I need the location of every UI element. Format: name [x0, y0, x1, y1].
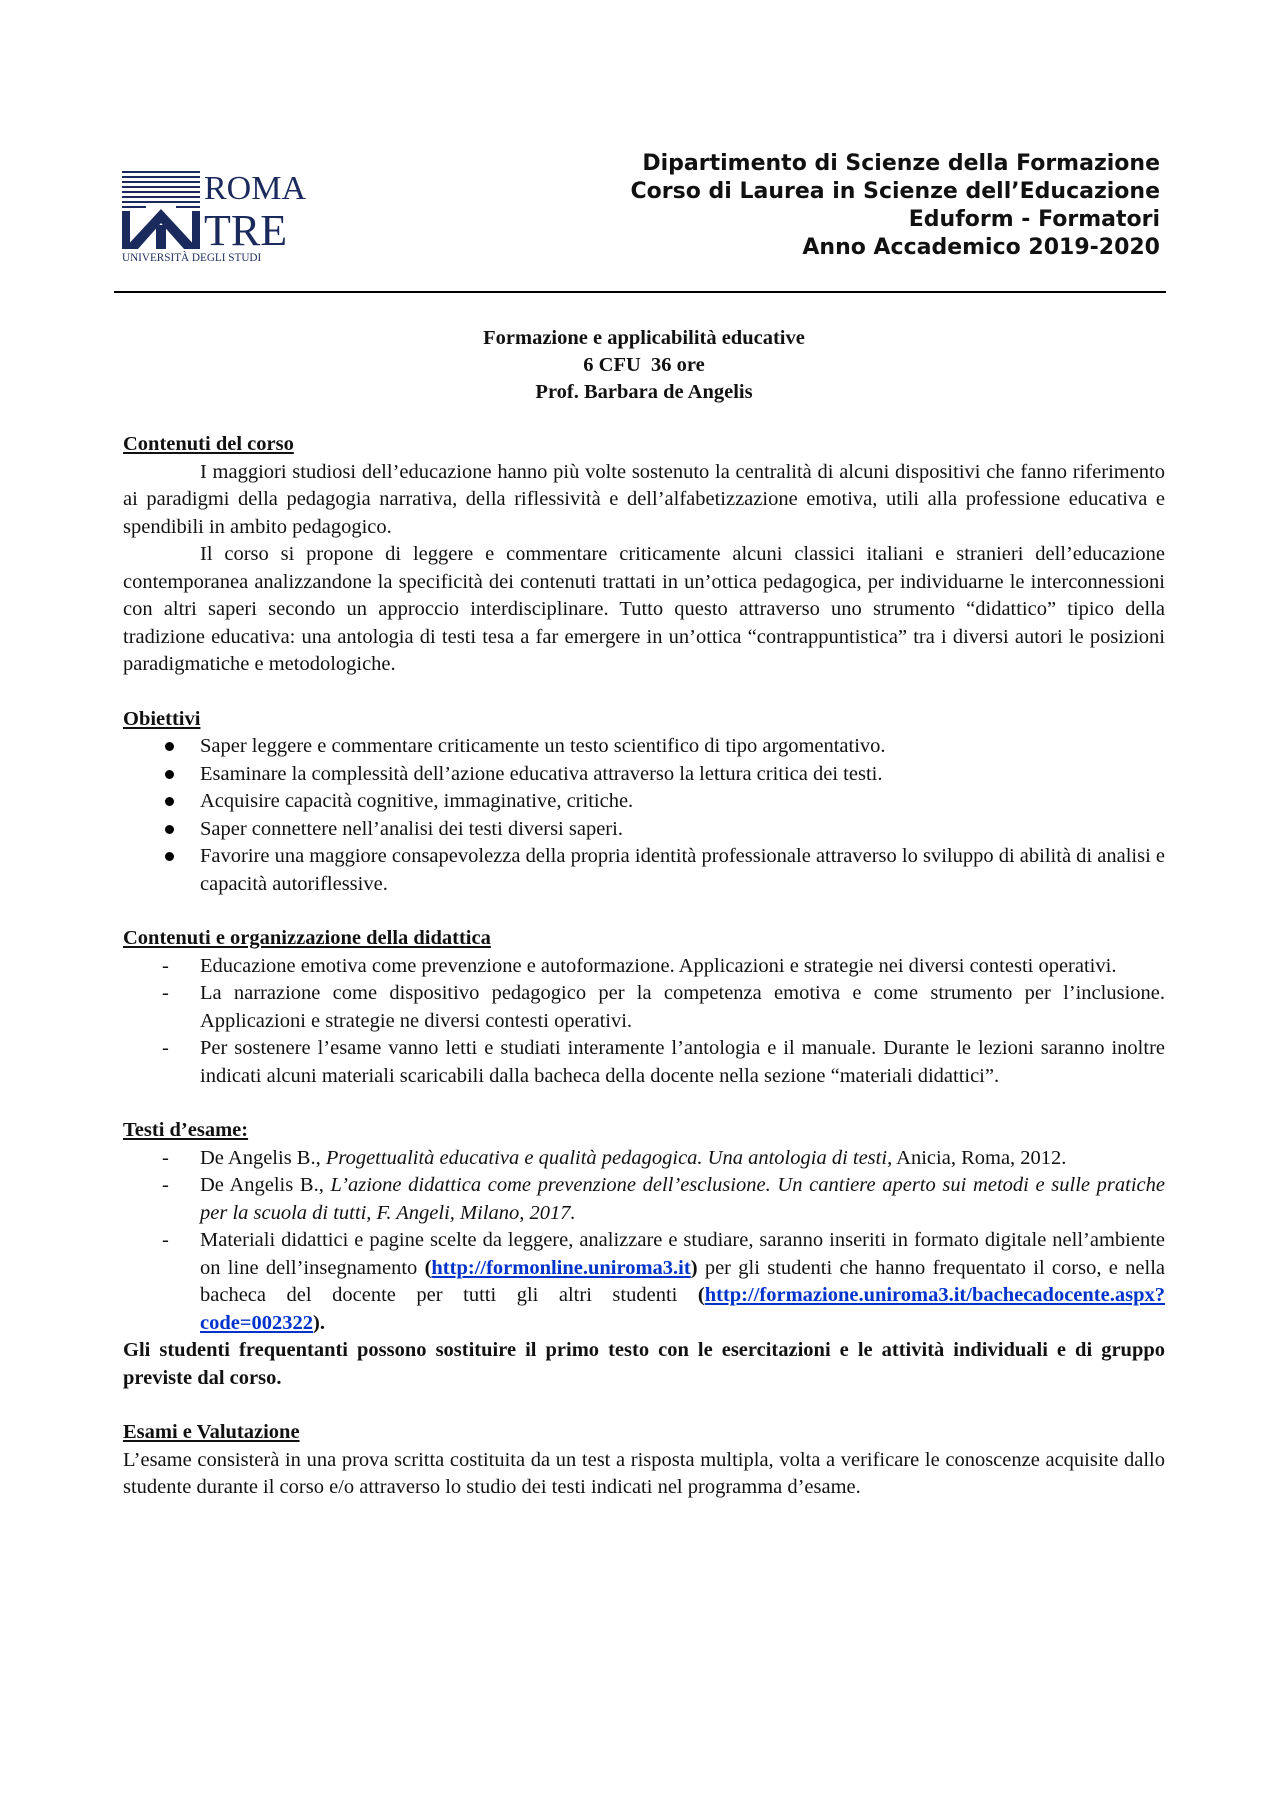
book-title: Progettualità educativa e qualità pedagogica. Una antologia di testi [325, 1146, 888, 1169]
list-item: Saper connettere nell’analisi dei testi diversi saperi. [123, 816, 1165, 844]
course-professor: Prof. Barbara de Angelis [535, 381, 753, 403]
section-heading: Testi d’esame: [123, 1119, 249, 1141]
dash-marker: - [162, 1037, 169, 1059]
header-department: Dipartimento di Scienze della Formazione [642, 151, 1160, 176]
formonline-link[interactable]: http://formonline.uniroma3.it [431, 1256, 691, 1279]
paragraph: I maggiori studiosi dell’educazione hanno più volte sostenuto la centralità di alcuni dispositivi che fanno riferimento ai paradigmi della pedagogia narrativa, della riflessività e dell’alfabetizzazione emotiva, utili alla professione educativa e spendibili in ambito pedagogico. [123, 460, 1165, 538]
section-obiettivi [123, 706, 1165, 899]
header-degree: Corso di Laurea in Scienze dell’Educazione [630, 179, 1160, 204]
bullet-icon [165, 742, 174, 751]
list-item: Acquisire capacità cognitive, immaginative, critiche. [123, 788, 1165, 816]
objectives-list [123, 733, 1165, 898]
logo-text-tre: TRE [204, 206, 288, 255]
course-credits: 6 CFU 36 ore [583, 354, 705, 376]
paragraph: Il corso si propone di leggere e commentare criticamente alcuni classici italiani e stranieri dell’educazione contemporanea analizzandone la specificità dei contenuti trattati in un’ottica pedagogica, per individuarne le interconnessioni con altri saperi secondo un approccio interdisciplinare. Tutto questo attraverso uno strumento “didattico” tipico della tradizione educativa: una antologia di testi tesa a far emergere in un’ottica “contrappuntistica” tra i diversi autori le posizioni paradigmatiche e metodologiche. [123, 543, 1165, 675]
attending-students-note: Gli studenti frequentanti possono sostituire il primo testo con le esercitazioni e le attività individuali e di gruppo previste dal corso. [123, 1339, 1165, 1389]
section-heading: Contenuti del corso [123, 433, 294, 455]
didactics-list [123, 953, 1165, 1091]
texts-list [123, 1145, 1165, 1338]
bullet-icon [165, 770, 174, 779]
course-title: Formazione e applicabilità educative [483, 327, 805, 349]
dash-marker: - [162, 1229, 169, 1251]
bullet-icon [165, 797, 174, 806]
dash-marker: - [162, 1146, 169, 1169]
dash-marker: - [162, 1174, 169, 1196]
paragraph: L’esame consisterà in una prova scritta costituita da un test a risposta multipla, volta a verificare le conoscenze acquisite dallo studente durante il corso e/o attraverso lo studio dei testi indicati nel programma d’esame. [123, 1448, 1165, 1498]
list-item: - La narrazione come dispositivo pedagogico per la competenza emotiva e come strumento per l’inclusione. Applicazioni e strategie ne diversi contesti operativi. [162, 982, 1165, 1032]
section-esami [123, 1419, 1165, 1502]
list-item: - De Angelis B., Progettualità educativa e qualità pedagogica. Una antologia di testi, Anicia, Roma, 2012. [123, 1145, 1165, 1173]
list-item: - Per sostenere l’esame vanno letti e studiati interamente l’antologia e il manuale. Durante le lezioni saranno inoltre indicati alcuni materiali scaricabili dalla bacheca della docente nella sezione “materiali didattici”. [162, 1037, 1165, 1087]
section-didattica [123, 925, 1165, 1090]
roma-tre-logo [122, 163, 312, 263]
header-curriculum: Eduform - Formatori [908, 207, 1160, 232]
document-body [123, 325, 1165, 1502]
bacheca-docente-link[interactable]: http://formazione.uniroma3.it/bachecadocente.aspx?code=002322 [200, 1284, 1165, 1334]
list-item: - Educazione emotiva come prevenzione e autoformazione. Applicazioni e strategie nei diversi contesti operativi. [123, 953, 1165, 981]
list-item: - Materiali didattici e pagine scelte da leggere, analizzare e studiare, saranno inseriti in formato digitale nell’ambiente on line dell’insegnamento (http://formonline.uniroma3.it) per gli studenti che hanno frequentato il corso, e nella bacheca del docente per tutti gli altri studenti (http://formazione.uniroma3.it/bachecadocente.aspx?code=002322). [162, 1229, 1165, 1334]
list-item: Saper leggere e commentare criticamente un testo scientifico di tipo argomentativo. [123, 733, 1165, 761]
book-title: L’azione didattica come prevenzione dell’esclusione. Un cantiere aperto sui metodi e sulle pratiche per la scuola di tutti, F. Angeli, Milano, 2017. [200, 1174, 1166, 1224]
list-item: Esaminare la complessità dell’azione educativa attraverso la lettura critica dei testi. [123, 761, 1165, 789]
section-testi [123, 1117, 1165, 1392]
dash-marker: - [162, 982, 169, 1004]
document-header [631, 150, 1160, 262]
section-heading: Esami e Valutazione [123, 1421, 300, 1443]
logo-text-roma: ROMA [204, 170, 307, 207]
header-academic-year: Anno Accademico 2019-2020 [802, 235, 1160, 260]
list-item: - De Angelis B., L’azione didattica come prevenzione dell’esclusione. Un cantiere aperto sui metodi e sulle pratiche per la scuola di tutti, F. Angeli, Milano, 2017. [162, 1174, 1166, 1224]
bullet-icon [165, 825, 174, 834]
section-heading: Contenuti e organizzazione della didattica [123, 927, 491, 949]
dash-marker: - [162, 954, 169, 977]
section-heading: Obiettivi [123, 707, 201, 730]
bullet-icon [165, 852, 174, 861]
header-divider [114, 291, 1166, 293]
section-contenuti [123, 431, 1165, 679]
logo-text-university: UNIVERSITÀ DEGLI STUDI [122, 252, 262, 263]
course-title-block [123, 325, 1165, 406]
list-item: Favorire una maggiore consapevolezza della propria identità professionale attraverso lo sviluppo di abilità di analisi e capacità autoriflessive. [123, 843, 1165, 898]
